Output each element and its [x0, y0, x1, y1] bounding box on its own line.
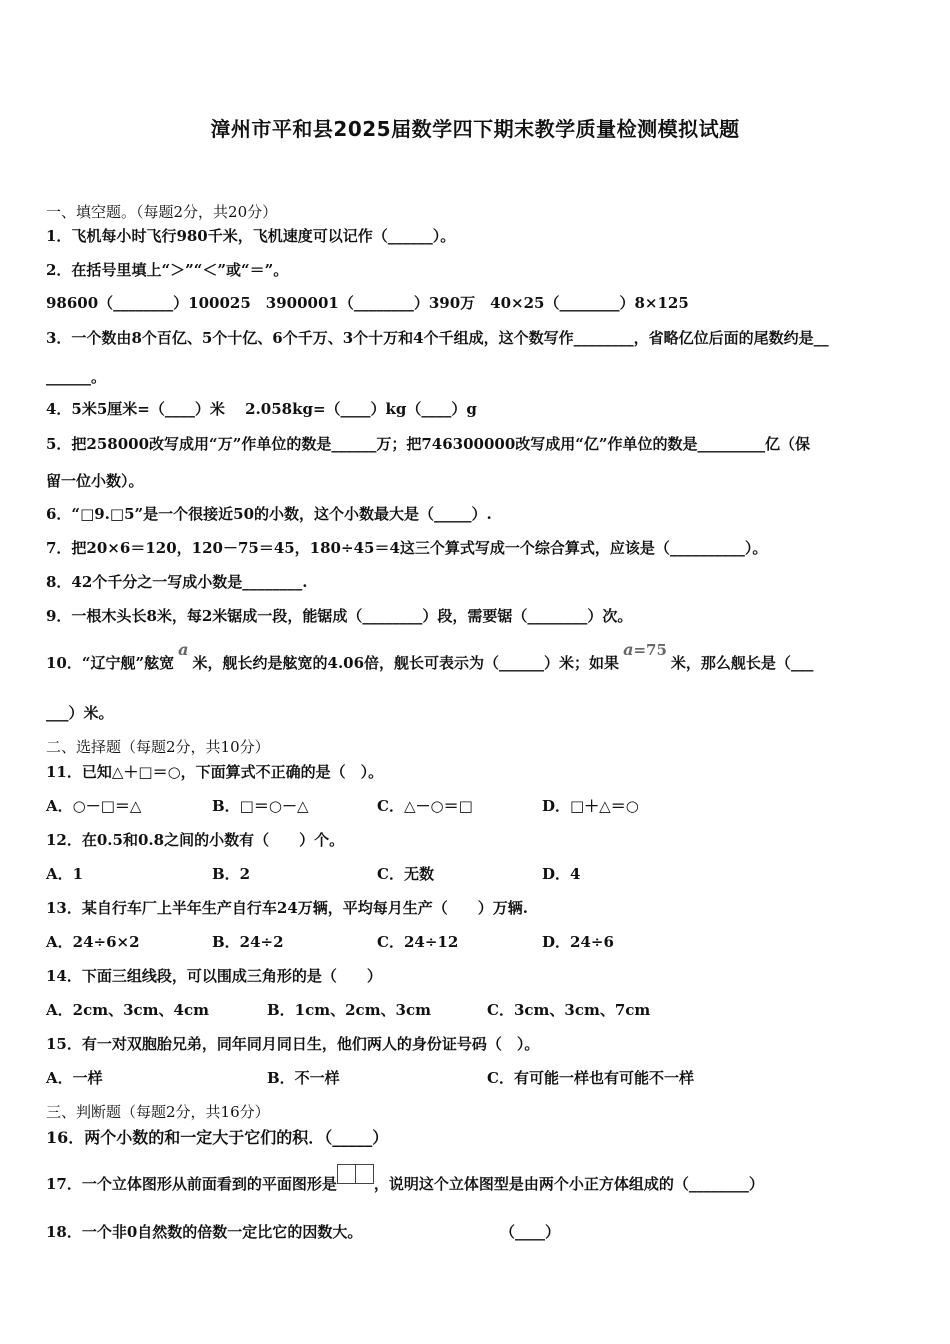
q14-option-a: A．2cm、3cm、4cm [46, 1001, 209, 1019]
q11-option-a: A．○－□＝△ [46, 797, 142, 815]
q11-option-c: C．△－○＝□ [377, 797, 473, 815]
q13-option-b: B．24÷2 [212, 933, 284, 951]
q12-option-c: C．无数 [377, 865, 434, 883]
question-2: 2．在括号里填上“＞”“＜”或“＝”。 [46, 261, 289, 279]
question-3-continued: ______。 [46, 368, 107, 386]
question-5: 5．把258000改写成用“万”作单位的数是______万；把746300000改写成用“亿”作单位的数是_________亿（保 [46, 435, 811, 453]
q12-option-a: A．1 [46, 865, 84, 883]
question-17-part2: ，说明这个立体图型是由两个小正方体组成的（________） [373, 1175, 764, 1193]
equation-a-75 [623, 641, 667, 659]
q15-option-a: A．一样 [46, 1069, 103, 1087]
question-10 [46, 640, 814, 674]
question-4: 4．5米5厘米=（____）米 2.058kg=（____）kg（____）g [46, 400, 477, 418]
question-17-part1: 17．一个立体图形从前面看到的平面图形是 [46, 1175, 337, 1193]
question-18-blank: （____） [500, 1223, 561, 1241]
question-15: 15．有一对双胞胎兄弟，同年同月同日生，他们两人的身份证号码（ ）。 [46, 1035, 540, 1053]
equation-value: =75 [633, 641, 667, 659]
question-7: 7．把20×6＝120，120－75＝45，180÷45＝4这三个算式写成一个综合算式，应该是（__________）。 [46, 539, 768, 557]
section-heading-judgement: 三、判断题（每题2分，共16分） [46, 1103, 270, 1121]
q15-option-c: C．有可能一样也有可能不一样 [487, 1069, 694, 1087]
question-10-continued: ___）米。 [46, 704, 114, 722]
equation-variable: a [623, 640, 634, 659]
question-17 [46, 1173, 764, 1195]
question-9: 9．一根木头长8米，每2米锯成一段，能锯成（________）段，需要锯（________）次。 [46, 607, 633, 625]
question-11: 11．已知△＋□＝○，下面算式不正确的是（ ）。 [46, 763, 384, 781]
square-left [337, 1164, 356, 1184]
two-squares-front-view [337, 1164, 374, 1184]
question-12: 12．在0.5和0.8之间的小数有（ ）个。 [46, 831, 345, 849]
square-right [356, 1164, 374, 1184]
question-10-part3: 米，那么舰长是（___ [670, 654, 814, 672]
q14-option-b: B．1cm、2cm、3cm [267, 1001, 432, 1019]
q12-option-b: B．2 [212, 865, 251, 883]
question-2-comparisons: 98600（________）100025 3900001（________）390万 40×25（________）8×125 [46, 294, 689, 312]
question-5-continued: 留一位小数）。 [46, 472, 144, 490]
question-18: 18．一个非0自然数的倍数一定比它的因数大。 [46, 1223, 363, 1241]
q13-option-c: C．24÷12 [377, 933, 459, 951]
question-1: 1．飞机每小时飞行980千米，飞机速度可以记作（______）。 [46, 227, 456, 245]
question-10-part2: 米，舰长约是舷宽的4.06倍，舰长可表示为（______）米；如果 [192, 654, 620, 672]
q15-option-b: B．不一样 [267, 1069, 340, 1087]
question-10-part1: 10．“辽宁舰”舷宽 [46, 654, 175, 672]
q13-option-d: D．24÷6 [542, 933, 614, 951]
q13-option-a: A．24÷6×2 [46, 933, 140, 951]
q11-option-b: B．□＝○－△ [212, 797, 309, 815]
question-14: 14．下面三组线段，可以围成三角形的是（ ） [46, 967, 382, 985]
question-16: 16．两个小数的和一定大于它们的积．（_____） [46, 1128, 389, 1147]
q11-option-d: D．□＋△＝○ [542, 797, 639, 815]
variable-a: a [178, 640, 189, 659]
page-title: 漳州市平和县2025届数学四下期末教学质量检测模拟试题 [210, 117, 740, 141]
question-8: 8．42个千分之一写成小数是________. [46, 573, 308, 591]
question-3: 3．一个数由8个百亿、5个十亿、6个千万、3个十万和4个千组成，这个数写作________，省略亿位后面的尾数约是__ [46, 329, 829, 347]
q12-option-d: D．4 [542, 865, 581, 883]
question-6: 6．“□9.□5”是一个很接近50的小数，这个小数最大是（_____）. [46, 505, 492, 523]
q14-option-c: C．3cm、3cm、7cm [487, 1001, 651, 1019]
section-heading-choice: 二、选择题（每题2分，共10分） [46, 738, 270, 756]
question-13: 13．某自行车厂上半年生产自行车24万辆，平均每月生产（ ）万辆. [46, 899, 528, 917]
section-heading-fill-blank: 一、填空题。（每题2分，共20分） [46, 203, 278, 221]
